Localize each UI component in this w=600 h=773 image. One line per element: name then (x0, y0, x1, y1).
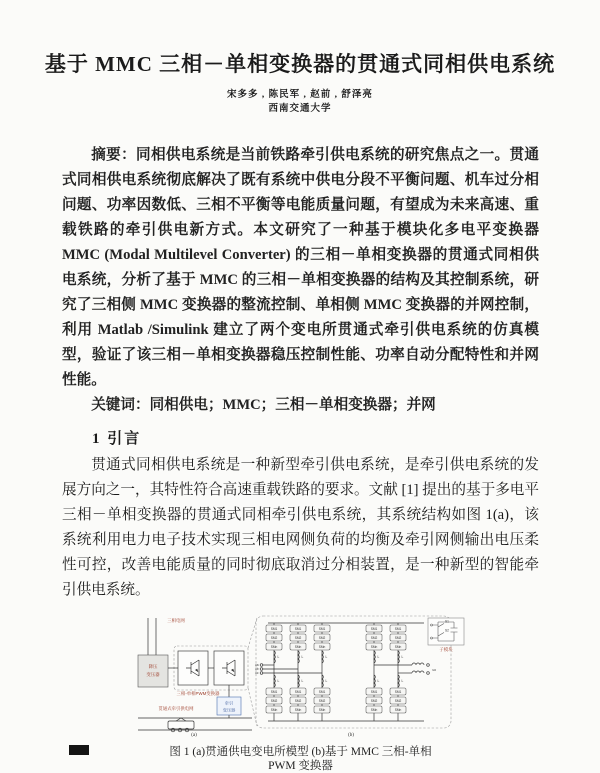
phase-terminal (260, 668, 263, 671)
keywords-label: 关键词： (91, 397, 150, 413)
rectifier-box (178, 651, 208, 685)
figure-1 (136, 615, 466, 773)
intro-paragraph: 贯通式同相供电系统是一种新型牵引供电系统，是牵引供电系统的发展方向之一，其特性符合高速重载铁路的要求。文献 [1] 提出的基于多电平三相－单相变换器的贯通式同相牵引供电系统，其系统结构如图 1(a)，该系统利用电力电子技术实现三相电网侧负荷的均衡及牵引网侧输出电压柔性可控，改善电能质量的同时彻底取消过分相装置，是一种新型的智能牵引供电系统。 (62, 457, 539, 598)
figure-caption-line1: 图 1 (a)贯通供电变电所模型 (b)基于 MMC 三相-单相 (169, 746, 432, 758)
figure-caption-line2: PWM 变换器 (268, 760, 333, 772)
submodule-detail (428, 618, 464, 653)
submodule-cell-label: SM1 (270, 627, 277, 632)
phase-terminal (260, 664, 263, 667)
submodule-cell-label: SM2 (270, 699, 277, 704)
step-down-transformer-label: 变压器 (145, 672, 160, 677)
submodule-cell-label: SM1 (294, 627, 301, 632)
submodule-cell-label: SMn (294, 708, 301, 713)
phase-terminal (260, 672, 263, 675)
submodule-cell-label: SM1 (370, 690, 377, 695)
affiliation: 西南交通大学 (268, 104, 332, 114)
abstract-paragraph (62, 143, 539, 393)
inductor-label: L (325, 679, 327, 683)
submodule-cell-label: SM1 (370, 627, 377, 632)
inductor-label: L (377, 655, 379, 659)
submodule-cell-label: SM2 (318, 636, 325, 641)
keywords-line (62, 393, 539, 418)
mmc-outline (256, 616, 451, 728)
phase-label: ub (254, 667, 258, 672)
inductor-label: L (277, 655, 279, 659)
submodule-cell-label: SM2 (394, 636, 401, 641)
submodule-cell-label: SM2 (294, 636, 301, 641)
submodule-cell-label: SM2 (318, 699, 325, 704)
author-list: 宋多多 , 陈民军 , 赵前 , 舒泽亮 (227, 90, 373, 100)
submodule-cell-label: SMn (394, 645, 401, 650)
inverter-box (214, 651, 244, 685)
section-1-heading: 1 引言 (92, 431, 142, 447)
inductor-label: L (377, 679, 379, 683)
submodule-cell-label: SM2 (294, 699, 301, 704)
submodule-cell-label: SMn (394, 708, 401, 713)
submodule-cell-label: SMn (294, 645, 301, 650)
submodule-cell-label: SM2 (394, 699, 401, 704)
output-inductor-icon (412, 671, 424, 673)
step-down-transformer-box (138, 655, 168, 687)
submodule-cell-label: SMn (318, 645, 325, 650)
abstract-label: 摘要： (91, 147, 137, 163)
abstract-text: 同相供电系统是当前铁路牵引供电系统的研究焦点之一。贯通式同相供电系统彻底解决了既有系统中供电分段不平衡问题、机车过分相问题、功率因数低、三相不平衡等电能质量问题，有望成为未来高速、重载铁路的牵引供电新方式。本文研究了一种基于模块化多电平变换器 MMC (Modal Multilevel Converter) 的三相－单相变换器的贯通式同相供电系统，分析了基于 MMC 的三相－单相变换器的结构及其控制系统，研究了三相侧 MMC 变换器的整流控制、单相侧 MMC 变换器的并网控制，利用 Matlab /Simulink 建立了两个变电所贯通式牵引供电系统的仿真模型，验证了该三相－单相变换器稳压控制性能、功率自动分配特性和并网性能。 (62, 147, 539, 388)
subfigure-a-label: (a) (190, 733, 197, 737)
phase-label: uc (254, 671, 258, 676)
submodule-cell-label: SMn (270, 645, 277, 650)
inductor-label: L (401, 655, 403, 659)
submodule-cell-label: SMn (318, 708, 325, 713)
submodule-cell-label: SMn (370, 645, 377, 650)
submodule-label: 子模块 (438, 647, 453, 652)
subfigure-b-label: (b) (347, 733, 354, 737)
mmc-converter-b (248, 616, 464, 737)
inductor-label: L (325, 655, 327, 659)
output-terminal (426, 664, 429, 667)
substation-model-a (138, 617, 252, 737)
phase-label: ua (254, 663, 258, 668)
switch-label: S2 (444, 628, 449, 633)
paper-title: 基于 MMC 三相－单相变换器的贯通式同相供电系统 (44, 52, 556, 76)
submodule-cell-label: SMn (270, 708, 277, 713)
step-down-transformer-label: 降压 (148, 664, 157, 669)
submodule-cell-label: SM2 (270, 636, 277, 641)
output-inductor-icon (412, 663, 424, 665)
traction-transformer-label: 牵引 (224, 700, 233, 706)
inductor-label: L (277, 679, 279, 683)
traction-transformer-label: 变压器 (222, 707, 235, 713)
output-terminal (426, 672, 429, 675)
callout-line (248, 688, 257, 726)
keywords-text: 同相供电；MMC；三相－单相变换器；并网 (149, 397, 436, 413)
output-label: uo (432, 668, 436, 672)
inductor-label: L (301, 679, 303, 683)
submodule-cell-label: SMn (370, 708, 377, 713)
submodule-cell-label: SM2 (370, 636, 377, 641)
grid-label: 三相电网 (166, 618, 185, 623)
switch-label: S1 (444, 619, 449, 624)
inductor-label: L (401, 679, 403, 683)
submodule-cell-label: SM1 (270, 690, 277, 695)
submodule-cell-label: SM1 (394, 627, 401, 632)
body-column (62, 143, 539, 773)
submodule-cell-label: SM1 (294, 690, 301, 695)
page-number-mark (69, 745, 89, 755)
submodule-cell-label: SM1 (394, 690, 401, 695)
figure-1-diagram (136, 615, 466, 737)
inductor-label: L (301, 655, 303, 659)
submodule-cell-label: SM2 (370, 699, 377, 704)
callout-line (248, 618, 257, 648)
submodule-cell-label: SM1 (318, 690, 325, 695)
converter-label: 三相-单相PWM变换器 (176, 691, 219, 696)
submodule-cell-label: SM1 (318, 627, 325, 632)
figure-caption (136, 745, 466, 773)
feeder-label: 贯通式牵引供电网 (157, 706, 194, 711)
